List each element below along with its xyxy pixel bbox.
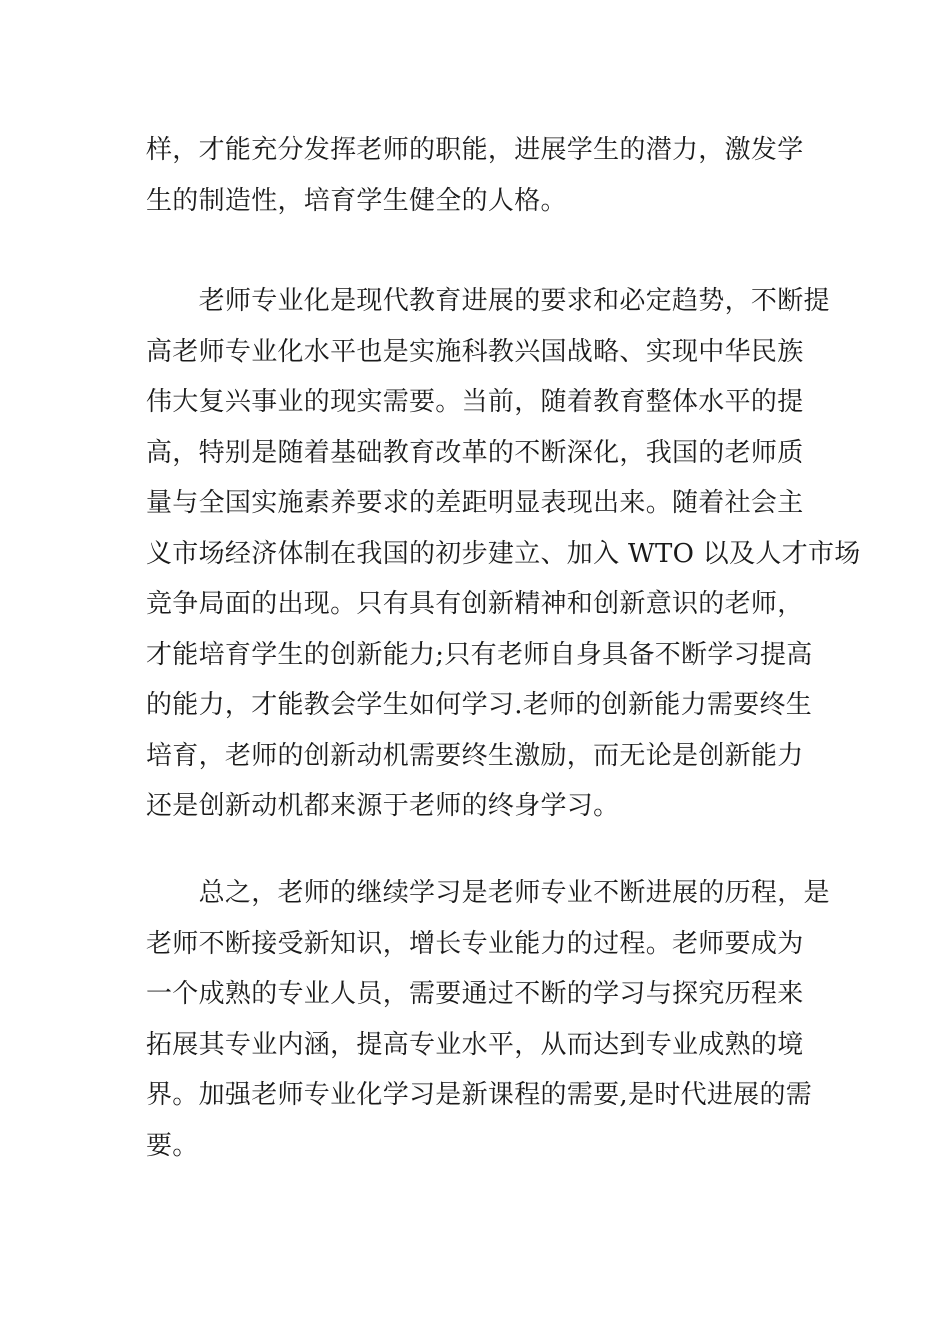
text-line: 总之，老师的继续学习是老师专业不断进展的历程，是	[146, 878, 830, 908]
text-line: 一个成熟的专业人员，需要通过不断的学习与探究历程来	[146, 979, 804, 1009]
text-line: 培育，老师的创新动机需要终生激励，而无论是创新能力	[146, 740, 804, 771]
text-line: 拓展其专业内涵，提高专业水平，从而达到专业成熟的境	[146, 1029, 804, 1060]
text-line: 的能力，才能教会学生如何学习.老师的创新能力需要终生	[146, 690, 813, 720]
text-line: 老师不断接受新知识，增长专业能力的过程。老师要成为	[146, 928, 804, 959]
text-line: 还是创新动机都来源于老师的终身学习。	[146, 791, 620, 821]
text-line: 竞争局面的出现。只有具有创新精神和创新意识的老师，	[146, 589, 804, 619]
paragraph-1	[146, 125, 810, 226]
text-line: 伟大复兴事业的现实需要。当前，随着教育整体水平的提	[146, 387, 804, 417]
text-line: 量与全国实施素养要求的差距明显表现出来。随着社会主	[146, 488, 804, 518]
text-line: 界。加强老师专业化学习是新课程的需要,是时代进展的需	[146, 1080, 813, 1110]
text-line: 义市场经济体制在我国的初步建立、加入 WTO 以及人才市场	[146, 538, 861, 569]
text-line: 高老师专业化水平也是实施科教兴国战略、实现中华民族	[146, 336, 804, 367]
paragraph-3	[146, 868, 830, 1171]
text-line: 要。	[146, 1130, 199, 1161]
text-line: 高，特别是随着基础教育改革的不断深化，我国的老师质	[146, 437, 804, 468]
text-line: 生的制造性，培育学生健全的人格。	[146, 185, 567, 216]
text-line: 才能培育学生的创新能力;只有老师自身具备不断学习提高	[146, 639, 813, 670]
text-line: 老师专业化是现代教育进展的要求和必定趋势，不断提	[146, 286, 830, 316]
text-line: 样，才能充分发挥老师的职能，进展学生的潜力，激发学	[146, 135, 804, 165]
paragraph-2	[146, 276, 861, 832]
